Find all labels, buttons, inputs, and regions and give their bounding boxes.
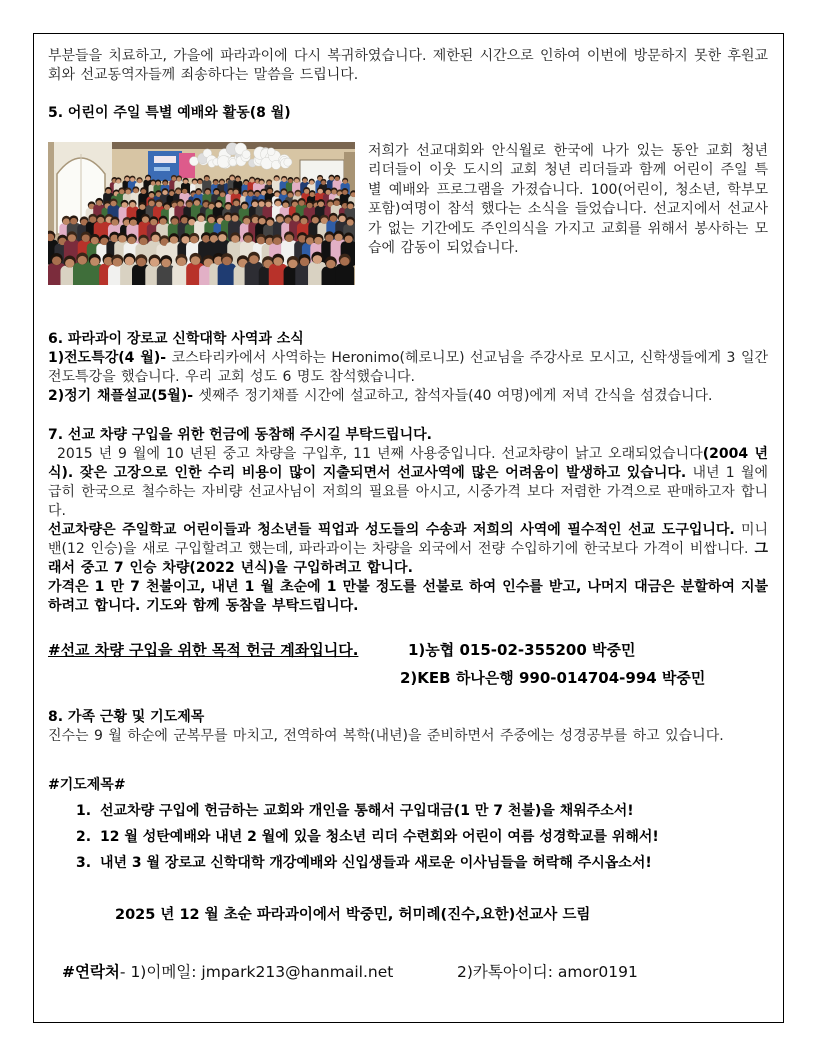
balloon bbox=[284, 158, 292, 166]
prayer-item-3-text: 내년 3 월 장로교 신학대학 개강예배와 신입생들과 새로운 이사님들을 허락해 주시옵소서! bbox=[100, 855, 652, 871]
account-line-1 bbox=[48, 640, 768, 660]
contact-email-block bbox=[62, 962, 457, 982]
section-6-item-2-text: 셋째주 정기채플 시간에 설교하고, 참석자들(40 여명)에게 저녁 간식을 섬겼습니다. bbox=[193, 388, 713, 404]
section-7-p1-run-3: 내년 1 월에 급히 한국으로 철수하는 자비량 선교사님이 저희의 필요를 아시고, 시중가격 보다 저렴한 가격으로 판매하고자 합니다. bbox=[48, 465, 769, 519]
section-7-paragraph-2 bbox=[48, 521, 768, 578]
account-line-2 bbox=[48, 668, 768, 688]
prayer-item-2 bbox=[48, 828, 768, 847]
section-7-paragraph-3: 가격은 1 만 7 천불이고, 내년 1 월 초순에 1 만불 정도를 선불로 하여 인수를 받고, 나머지 대금은 분할하여 지불하려고 합니다. 기도와 함께 동참을 부탁드립니다. bbox=[48, 579, 768, 614]
section-7-p1-run-1: 2015 년 9 월에 10 년된 중고 차량을 구입후, 11 년째 사용중입니다. 선교차량이 낡고 오래되었습니다 bbox=[57, 446, 703, 462]
section-8-heading: 8. 가족 근황 및 기도제목 bbox=[48, 709, 205, 725]
prayer-title: #기도제목# bbox=[48, 777, 126, 793]
prayer-item-1-number: 1. bbox=[76, 803, 92, 819]
balloon bbox=[189, 157, 198, 166]
children-group-photo bbox=[48, 142, 355, 285]
section-6-item-1-label: 1)전도특강(4 월)- bbox=[48, 350, 167, 366]
contact-kakao: 2)카톡아이디: amor0191 bbox=[457, 963, 638, 981]
prayer-item-3-number: 3. bbox=[76, 855, 92, 871]
section-7-p2-run-1: 선교차량은 주일학교 어린이들과 청소년들 픽업과 성도들의 수송과 저희의 사역에 필수적인 선교 도구입니다. bbox=[48, 522, 735, 538]
section-7-p2-run-2: 미니밴(12 인승)을 새로 구입할려고 했는데, 파라과이는 차량을 외국에서 전량 수입하기에 한국보다 가격이 비쌉니다. bbox=[48, 522, 768, 557]
section-5-body: 저희가 선교대회와 안식월로 한국에 나가 있는 동안 교회 청년 리더들이 이웃 도시의 교회 청년 리더들과 함께 어린이 주일 특별 예배와 프로그램을 가졌습니다. 100(어린이, 청소년, 학부모 포함)여명이 참석 했다는 소식을 들었습니다. 선교지에서 선교사가 없는 기간에도 주인의식을 가지고 교회를 위해서 봉사하는 모습에 감동이 되었습니다. bbox=[368, 143, 768, 257]
section-6-item-1 bbox=[48, 349, 768, 387]
section-7-paragraph-1 bbox=[48, 445, 768, 521]
section-6-item-1-text: 코스타리카에서 사역하는 Heronimo(헤로니모) 선교님을 주강사로 모시고, 신학생들에게 3 일간 전도특강을 했습니다. 우리 교회 성도 6 명도 참석했습니다. bbox=[48, 350, 768, 385]
balloon bbox=[242, 150, 251, 159]
contact-label: #연락처 bbox=[62, 963, 120, 981]
section-6-item-2-label: 2)정기 채플설교(5월)- bbox=[48, 388, 194, 404]
signature: 2025 년 12 월 초순 파라과이에서 박중민, 허미례(진수,요한)선교사 드림 bbox=[115, 907, 591, 923]
prayer-item-3 bbox=[48, 854, 768, 873]
account-keb-hana: 2)KEB 하나은행 990-014704-994 박중민 bbox=[400, 669, 706, 687]
intro-paragraph: 부분들을 치료하고, 가을에 파라과이에 다시 복귀하였습니다. 제한된 시간으로 인하여 이번에 방문하지 못한 후원교회와 선교동역자들께 죄송하다는 말씀을 드립니다. bbox=[48, 48, 768, 83]
prayer-item-1 bbox=[48, 802, 768, 821]
prayer-item-2-text: 12 월 성탄예배와 내년 2 월에 있을 청소년 리더 수련회와 어린이 여름 성경학교를 위해서! bbox=[100, 829, 659, 845]
section-6-item-2 bbox=[48, 387, 768, 406]
section-6-heading: 6. 파라과이 장로교 신학대학 사역과 소식 bbox=[48, 331, 304, 347]
section-5-heading: 5. 어린이 주일 특별 예배와 활동(8 월) bbox=[48, 105, 291, 121]
section-7-heading: 7. 선교 차량 구입을 위한 헌금에 동참해 주시길 부탁드립니다. bbox=[48, 427, 432, 443]
prayer-item-2-number: 2. bbox=[76, 829, 92, 845]
contact-email: - 1)이메일: jmpark213@hanmail.net bbox=[119, 963, 394, 981]
section-7-p1-run-2: (2004 년식). 잦은 고장으로 인한 수리 비용이 많이 지출되면서 선교사역에 많은 어려움이 발생하고 있습니다. bbox=[48, 446, 768, 481]
contact-line bbox=[48, 962, 768, 982]
section-8-body: 진수는 9 월 하순에 군복무를 마치고, 전역하여 복학(내년)을 준비하면서 주중에는 성경공부를 하고 있습니다. bbox=[48, 728, 724, 744]
section-5-content bbox=[48, 142, 768, 285]
newsletter-page-frame bbox=[33, 33, 784, 1023]
prayer-item-1-text: 선교차량 구입에 헌금하는 교회와 개인을 통해서 구입대금(1 만 7 천불)을 채워주소서! bbox=[100, 803, 634, 819]
section-7-p2-run-3: 그래서 중고 7 인승 차량(2022 년식)을 구입하려고 합니다. bbox=[48, 541, 768, 576]
account-title: #선교 차량 구입을 위한 목적 헌금 계좌입니다. bbox=[48, 641, 359, 659]
balloon bbox=[267, 148, 275, 156]
account-nonghyup: 1)농협 015-02-355200 박중민 bbox=[408, 641, 636, 659]
